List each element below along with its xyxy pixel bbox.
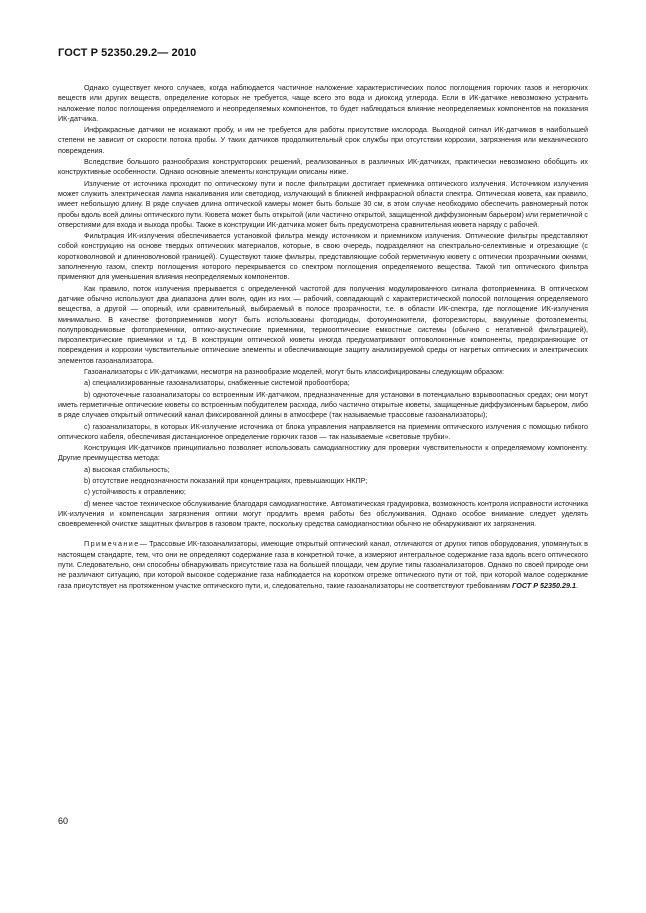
list-item-a: а) специализированные газоанализаторы, снабженные системой пробоотбора; [84,378,350,388]
document-header: ГОСТ Р 52350.29.2— 2010 [58,47,197,59]
note-text: Трассовые ИК-газоанализаторы, имеющие открытый оптический канал, отличаются от других типов оборудования, упомянутых в настоящем стандарте, тем, что они не определяют содержание газа в конкретной точке, а измеряют интегральное содержание газа вдоль всего оптического пути. Следовательно, они способны обнаруживать присутствие газа на большей площади, чем другие типы газоанализаторов. Однако по своей природе они не различают ситуацию, при которой высокое содержание газа наблюдается на коротком отрезке оптического пути от той, при которой малое содержание газа присутствует на протяженном участке оптического пути, и, следовательно, такие газоанализаторы не соответствуют требованиям [58,539,589,590]
document-body [58,83,588,591]
paragraph-ir-sensors: Инфракрасные датчики не искажают пробу, и им не требуется для работы присутствие кислорода. Выходной сигнал ИК-датчиков в наибольшей степени не зависит от скорости потока пробы. У таких датчиков продолжительный срок службы при отсутствии коррозии, загрязнения или механического повреждения. [58,125,588,155]
advantage-d: d) менее частое техническое обслуживание благодаря самодиагностике. Автоматическая градуировка, возможность контроля исправности источника ИК-излучения и компенсации загрязнения оптики могут продлить время работы без обслуживания. Однако особое внимание следует уделять своевременной очистке защитных фильтров в газовом тракте, поскольку средства самодиагностики обычно не обнаруживают их загрязнения. [58,498,588,529]
paragraph-filtering: Фильтрация ИК-излучения обеспечивается установкой фильтра между источником и приемником излучения. Оптические фильтры представляют собой конструкцию на основе твердых оптических материалов, которые, в свою очередь, подразделяют на спектрально-селективные и отрезающие (с коротковолновой и длинноволновой границей). Существуют также фильтры, представляющие собой герметичную кювету с оптически прозрачными окнами, заполненную газом, спектр поглощения которого перекрывается со спектром поглощения определяемого вещества. Такой тип оптического фильтра применяют для уменьшения влияния неопределяемых компонентов. [58,231,588,282]
note-end: . [575,580,578,590]
note-paragraph [58,539,588,590]
note-dash: — [139,539,150,549]
paragraph-modulation: Как правило, поток излучения прерывается с определенной частотой для получения модулированного сигнала фотоприемника. В оптическом датчике обычно используют два диапазона длин волн, один из них — рабочий, совпадающий с характеристической полосой поглощения определяемого вещества, а другой — опорный, или сравнительный, выбираемый в полосе прозрачности, т.е. в области ИК-спектра, где поглощение ИК-излучения минимально. В качестве фотоприемников могут быть использованы фотодиоды, фотоумножители, фоторезисторы, вакуумные фотоэлементы, полупроводниковые фотоприемники, оптико-акустические приемники, термооптические емкостные системы (обычно с негативной фильтрацией), пироэлектрические приемники и т.д. В конструкции оптической кюветы иногда предусматривают оптоволоконные компоненты, предохраняющие от повреждения и коррозии чувствительные оптические элементы и обеспечивающие защиту анализируемой среды от нагретых оптических и электрических элементов газоанализатора. [58,283,588,365]
paragraph-design-variety: Вследствие большого разнообразия конструкторских решений, реализованных в различных ИК-датчиках, практически невозможно обобщить их конструктивные особенности. Однако основные элементы конструкции описаны ниже. [58,157,588,177]
note-reference: ГОСТ Р 52350.29.1 [511,580,576,590]
advantage-b: b) отсутствие неоднозначности показаний при концентрациях, превышающих НКПР; [84,475,368,485]
list-item-b: b) одноточечные газоанализаторы со встроенным ИК-датчиком, предназначенные для установки в потенциально взрывоопасных средах; они могут иметь герметичные оптические кюветы со встроенным побудителем расхода, либо частично открытые кюветы, защищенные диффузионным барьером, либо в ряде случаев открытый оптический канал фиксированной длины в атмосфере (так называемые трассовые газоанализаторы); [58,389,588,420]
paragraph-self-diagnostics: Конструкция ИК-датчиков принципиально позволяет использовать самодиагностику для проверки чувствительности к определяемому компоненту. Другие преимущества метода: [58,443,588,463]
advantage-c: с) устойчивость к отравлению; [84,487,186,497]
paragraph-overlap: Однако существует много случаев, когда наблюдается частичное наложение характеристических полос поглощения горючих газов и негорючих веществ или других веществ, определение которых не требуется, чаще всего это вода и диоксид углерода. Если в ИК-датчике невозможно устранить наложение полос поглощения определяемого и неопределяемых компонентов, то будет наблюдаться влияние неопределяемых компонентов на показания ИК-датчика. [58,83,588,123]
advantage-a: а) высокая стабильность; [84,464,170,474]
note-label: Примечание [84,539,140,549]
list-item-c: с) газоанализаторы, в которых ИК-излучение источника от блока управления направляется на приемник оптического излучения с помощью гибкого оптического кабеля, обеспечивая дистанционное определение горючих газов — так называемые «световые трубки». [58,421,588,441]
page-number: 60 [58,816,69,826]
paragraph-classification: Газоанализаторы с ИК-датчиками, несмотря на разнообразие моделей, могут быть классифицированы следующим образом: [84,367,504,377]
paragraph-radiation-source: Излучение от источника проходит по оптическому пути и после фильтрации достигает приемника оптического излучения. Источником излучения может служить электрическая лампа накаливания или светодиод, излучающий в ближней инфракрасной области спектра. Оптическая кювета, как правило, имеет небольшую длину. В ряде случаев длина оптической камеры может быть больше 30 см, в этом случае необходимо обеспечить равномерный поток пробы вдоль всей длины оптического пути. Кювета может быть открытой (или частично открытой, защищенной диффузионным барьером) или герметичной с отверстиями для входа и выхода пробы. Также в конструкции ИК-датчика может быть предусмотрена сравнительная кювета наряду с рабочей. [58,178,588,229]
